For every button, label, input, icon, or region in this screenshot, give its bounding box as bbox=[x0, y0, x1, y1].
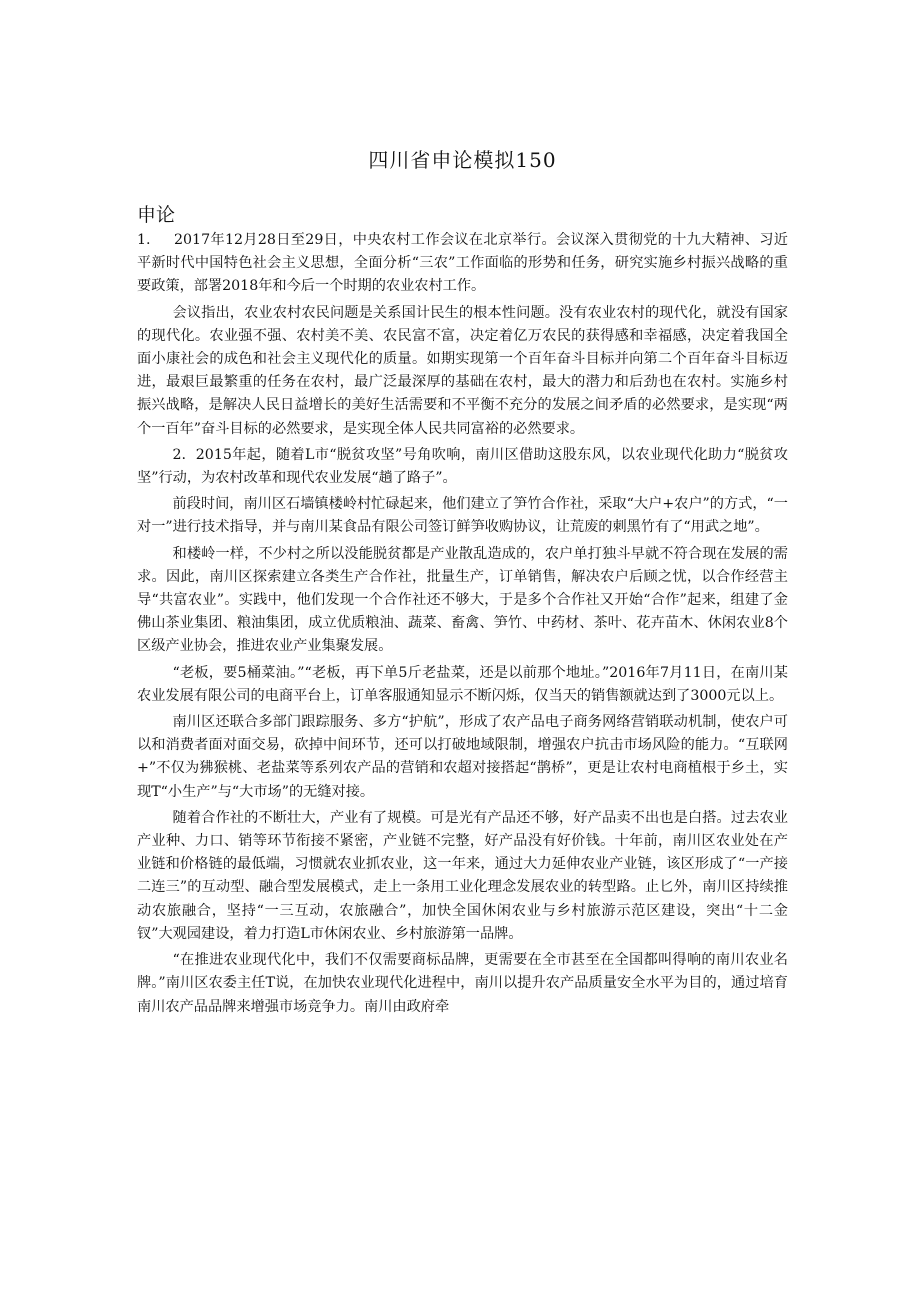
paragraph-6: “老板，要5桶菜油。”“老板，再下单5斤老盐菜，还是以前那个地址。”2016年7月11日，在南川某农业发展有限公司的电商平台上，订单客服通知显示不断闪烁，仅当天的销售额就达到了3000元以上。 bbox=[137, 664, 788, 704]
paragraph-3 bbox=[137, 444, 788, 490]
paragraph-9: “在推进农业现代化中，我们不仅需要商标品牌，更需要在全市甚至在全国都叫得响的南川农业名牌。”南川区农委主任T说，在加快农业现代化进程中，南川以提升农产品质量安全水平为目的，通过培育南川农产品品牌来增强市场竞争力。南川由政府牵 bbox=[137, 952, 788, 1015]
paragraph-text: 2015年起，随着L市“脱贫攻坚”号角吹响，南川区借助这股东风，以农业现代化助力“脱贫攻坚”行动，为农村改革和现代农业发展“趟了路子”。 bbox=[137, 446, 788, 487]
paragraph-2: 会议指出，农业农村农民问题是关系国计民生的根本性问题。没有农业农村的现代化，就没有国家的现代化。农业强不强、农村美不美、农民富不富，决定着亿万农民的获得感和幸福感，决定着我国全面小康社会的成色和社会主义现代化的质量。如期实现第一个百年奋斗目标并向第二个百年奋斗目标迈进，最艰巨最繁重的任务在农村，最广泛最深厚的基础在农村，最大的潜力和后劲也在农村。实施乡村振兴战略，是解决人民日益增长的美好生活需要和不平衡不充分的发展之间矛盾的必然要求，是实现“两个一百年”奋斗目标的必然要求，是实现全体人民共同富裕的必然要求。 bbox=[137, 304, 788, 437]
paragraph-7: 南川区还联合多部门跟踪服务、多方“护航”，形成了农产品电子商务网络营销联动机制，使农户可以和消费者面对面交易，砍掉中间环节，还可以打破地域限制，增强农户抗击市场风险的能力。“互联网+”不仅为狒猴桃、老盐菜等系列农产品的营销和农超对接搭起“鹊桥”，更是让农村电商植根于乡土，实现T“小生产”与“大市场”的无缝对接。 bbox=[137, 714, 788, 800]
paragraph-1 bbox=[137, 229, 788, 299]
document-body bbox=[137, 229, 788, 1022]
paragraph-8: 随着合作社的不断壮大，产业有了规模。可是光有产品还不够，好产品卖不出也是白搭。过去农业产业种、力口、销等环节衔接不紧密，产业链不完整，好产品没有好价钱。十年前，南川区农业处在产业链和价格链的最低端，习惯就农业抓农业，这一年来，通过大力延伸农业产业链，该区形成了“一产接二连三”的互动型、融合型发展模式，走上一条用工业化理念发展农业的转型路。止匕外，南川区持续推动农旅融合，坚持“一三互动，农旅融合”，加快全国休闲农业与乡村旅游示范区建设，突出“十二金钗”大观园建设，着力打造L市休闲农业、乡村旅游第一品牌。 bbox=[137, 809, 788, 942]
paragraph-number: 1. bbox=[137, 232, 151, 248]
document-title: 四川省申论模拟150 bbox=[368, 148, 557, 172]
paragraph-text: 2017年12月28日至29日，中央农村工作会议在北京举行。会议深入贯彻党的十九大精神、习近平新时代中国特色社会主义思想，全面分析“三农”工作面临的形势和任务，研究实施乡村振兴战略的重要政策，部署2018年和今后一个时期的农业农村工作。 bbox=[137, 232, 788, 295]
paragraph-5: 和楼岭一样，不少村之所以没能脱贫都是产业散乱造成的，农户单打独斗早就不符合现在发展的需求。因此，南川区探索建立各类生产合作社，批量生产，订单销售，解决农户后顾之忧，以合作经营主导“共富农业”。实践中，他们发现一个合作社还不够大，于是多个合作社又开始“合作”起来，组建了金佛山茶业集团、粮油集团，成立优质粮油、蔬菜、畜禽、笋竹、中药材、茶叶、花卉苗木、休闲农业8个区级产业协会，推进农业产业集聚发展。 bbox=[137, 545, 789, 655]
paragraph-number: 2. bbox=[172, 446, 187, 463]
paragraph-4: 前段时间，南川区石墙镇楼岭村忙碌起来，他们建立了笋竹合作社，采取“大户+农户”的方式，“一对一”进行技术指导，并与南川某食品有限公司签订鲜笋收购协议，让荒废的刺黑竹有了“用武之地”。 bbox=[137, 496, 788, 536]
section-heading: 申论 bbox=[137, 204, 176, 226]
